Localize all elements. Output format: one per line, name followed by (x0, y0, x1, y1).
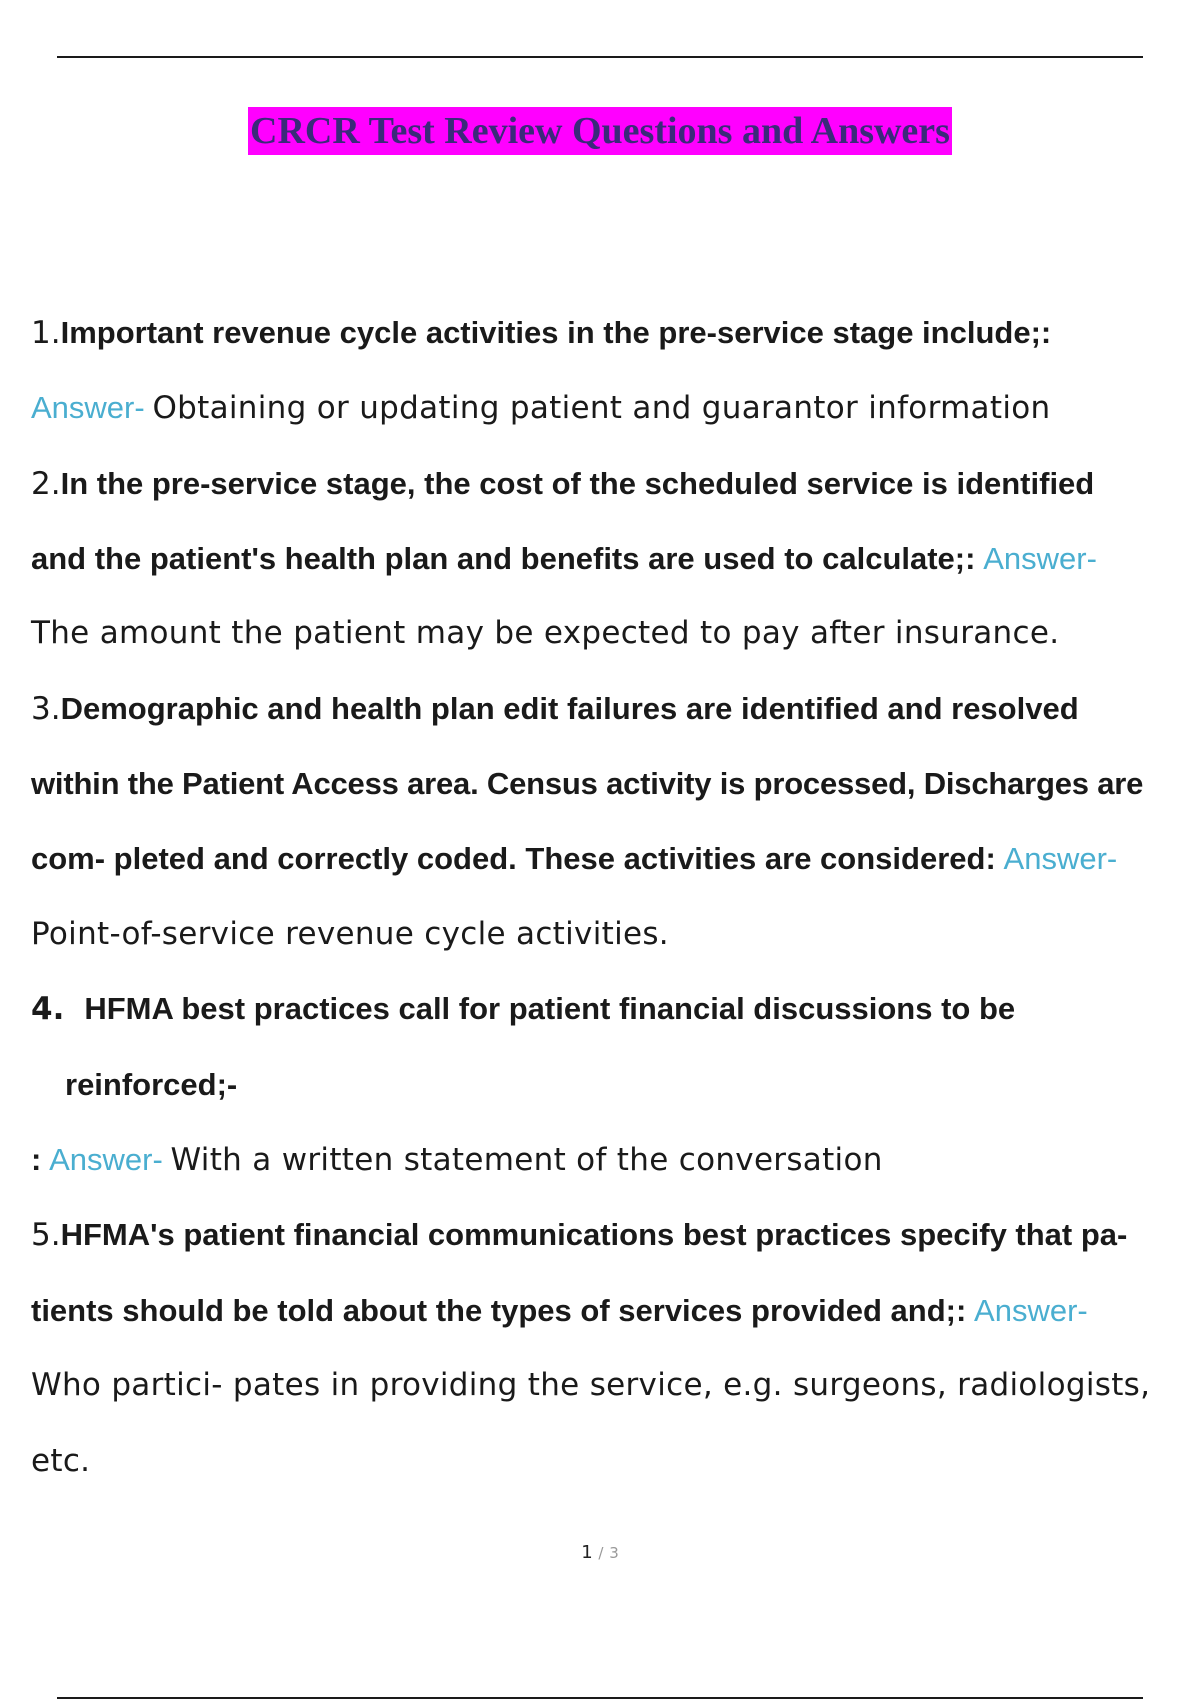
question-2-cont (31, 539, 1097, 579)
document-title: CRCR Test Review Questions and Answers (248, 107, 952, 155)
answer-text: Point-of-service revenue cycle activities. (31, 916, 669, 952)
question-3 (31, 689, 1079, 729)
answer-label: Answer- (983, 541, 1097, 576)
answer-label: Answer- (1003, 841, 1118, 876)
answer-5-cont (31, 1441, 90, 1481)
question-5 (31, 1215, 1127, 1255)
question-1 (31, 313, 1051, 353)
question-number: 4. (31, 991, 65, 1027)
question-number: 5. (31, 1217, 61, 1253)
answer-label: Answer- (49, 1142, 163, 1177)
answer-text: etc. (31, 1443, 91, 1479)
answer-text: Who partici- pates in providing the service, e.g. surgeons, radiologists, (31, 1367, 1151, 1403)
answer-text: The amount the patient may be expected to pay after insurance. (31, 615, 1060, 651)
question-text: within the Patient Access area. Census activity is processed, Discharges are (31, 766, 1144, 801)
question-4-cont (65, 1065, 237, 1105)
answer-4 (31, 1140, 883, 1180)
question-text: Important revenue cycle activities in the pre-service stage include;: (60, 315, 1052, 350)
question-2 (31, 464, 1094, 504)
answer-1 (31, 388, 1050, 428)
question-text: com- pleted and correctly coded. These activities are considered: (31, 841, 996, 876)
answer-text: Obtaining or updating patient and guarantor information (152, 390, 1051, 426)
answer-label: Answer- (31, 390, 145, 425)
question-3-cont (31, 764, 1143, 804)
question-number: 3. (31, 691, 61, 727)
answer-text: With a written statement of the conversation (170, 1142, 883, 1178)
question-3-cont2 (31, 839, 1117, 879)
question-text: HFMA's patient financial communications best practices specify that pa- (60, 1217, 1128, 1252)
answer-label: Answer- (974, 1293, 1088, 1328)
page-current: 1 (581, 1542, 593, 1563)
answer-prefix: : (31, 1142, 42, 1177)
question-text: Demographic and health plan edit failures are identified and resolved (60, 691, 1079, 726)
question-text: reinforced;- (65, 1067, 238, 1102)
answer-5 (31, 1365, 1150, 1405)
question-5-cont (31, 1291, 1088, 1331)
question-text: and the patient's health plan and benefits are used to calculate;: (31, 541, 976, 576)
question-number: 2. (31, 466, 61, 502)
answer-3 (31, 914, 669, 954)
page-total: 3 (609, 1544, 619, 1562)
answer-2 (31, 613, 1059, 653)
page-separator: / (598, 1544, 604, 1562)
page-indicator (0, 1542, 1200, 1563)
question-text: tients should be told about the types of services provided and;: (31, 1293, 967, 1328)
question-text: In the pre-service stage, the cost of the scheduled service is identified (60, 466, 1095, 501)
question-text: HFMA best practices call for patient financial discussions to be (84, 991, 1016, 1026)
bottom-rule (57, 1697, 1143, 1699)
question-number: 1. (31, 315, 61, 351)
question-4 (31, 989, 1015, 1029)
